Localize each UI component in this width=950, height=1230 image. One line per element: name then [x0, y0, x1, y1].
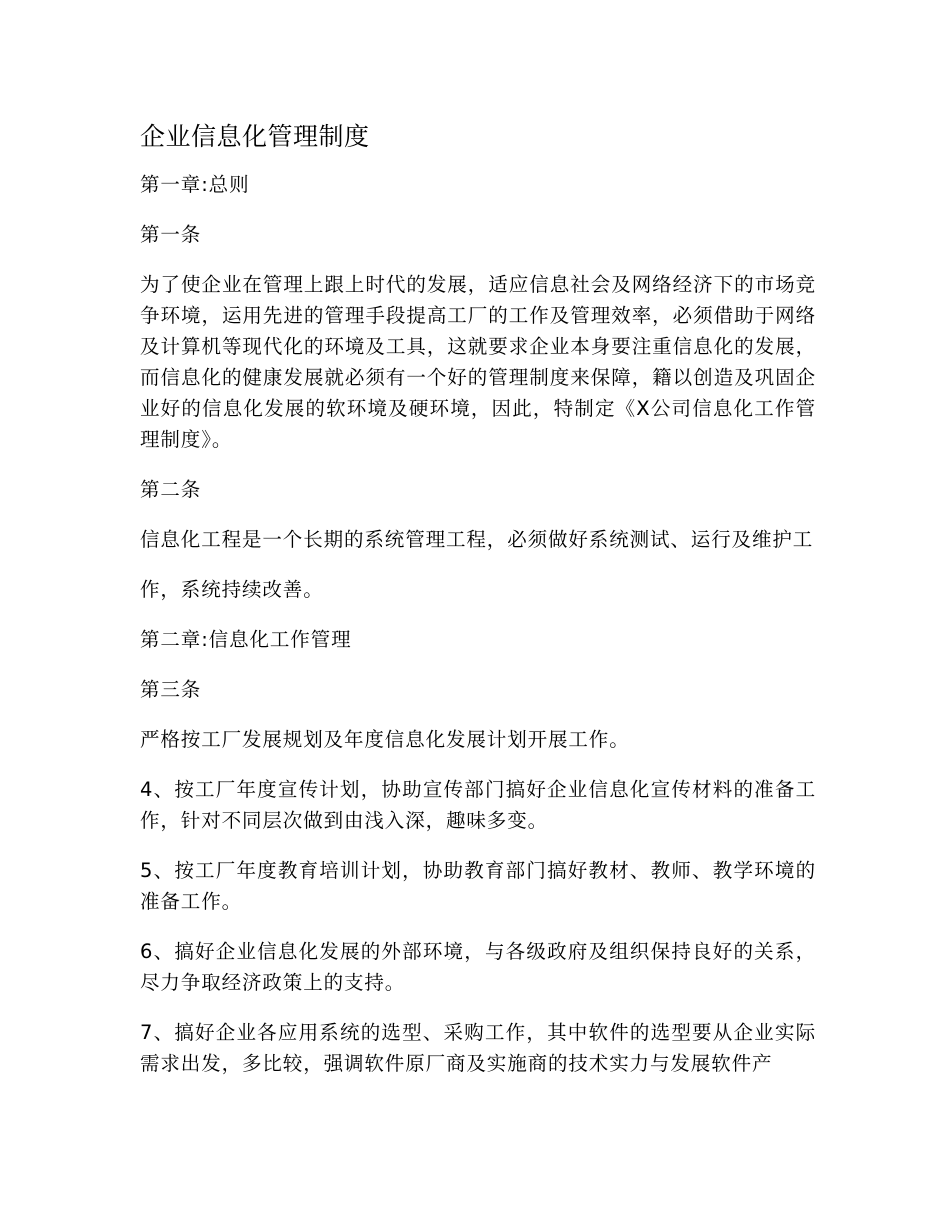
article-heading: 第三条	[140, 678, 202, 701]
chapter-heading: 第一章:总则	[140, 173, 250, 196]
body-paragraph: 为了使企业在管理上跟上时代的发展，适应信息社会及网络经济下的市场竞争环境，运用先进的管理手段提高工厂的工作及管理效率，必须借助于网络及计算机等现代化的环境及工具，这就要求企业本身要注重信息化的发展，而信息化的健康发展就必须有一个好的管理制度来保障，籍以创造及巩固企业好的信息化发展的软环境及硬环境，因此，特制定《X公司信息化工作管理制度》。	[140, 273, 816, 451]
list-item: 5、按工厂年度教育培训计划，协助教育部门搞好教材、教师、教学环境的准备工作。	[140, 859, 816, 913]
article-heading: 第一条	[140, 223, 202, 246]
document-page	[140, 119, 816, 1098]
document-title: 企业信息化管理制度	[140, 122, 370, 151]
body-paragraph: 严格按工厂发展规划及年度信息化发展计划开展工作。	[140, 728, 630, 751]
body-paragraph: 信息化工程是一个长期的系统管理工程，必须做好系统测试、运行及维护工	[140, 528, 814, 551]
body-paragraph: 作，系统持续改善。	[140, 578, 324, 601]
list-item: 6、搞好企业信息化发展的外部环境，与各级政府及组织保持良好的关系，尽力争取经济政策上的支持。	[140, 940, 816, 994]
chapter-heading: 第二章:信息化工作管理	[140, 628, 352, 651]
list-item: 7、搞好企业各应用系统的选型、采购工作，其中软件的选型要从企业实际需求出发，多比较，强调软件原厂商及实施商的技术实力与发展软件产	[140, 1021, 816, 1075]
article-heading: 第二条	[140, 478, 202, 501]
list-item: 4、按工厂年度宣传计划，协助宣传部门搞好企业信息化宣传材料的准备工作，针对不同层次做到由浅入深，趣味多变。	[140, 778, 816, 832]
